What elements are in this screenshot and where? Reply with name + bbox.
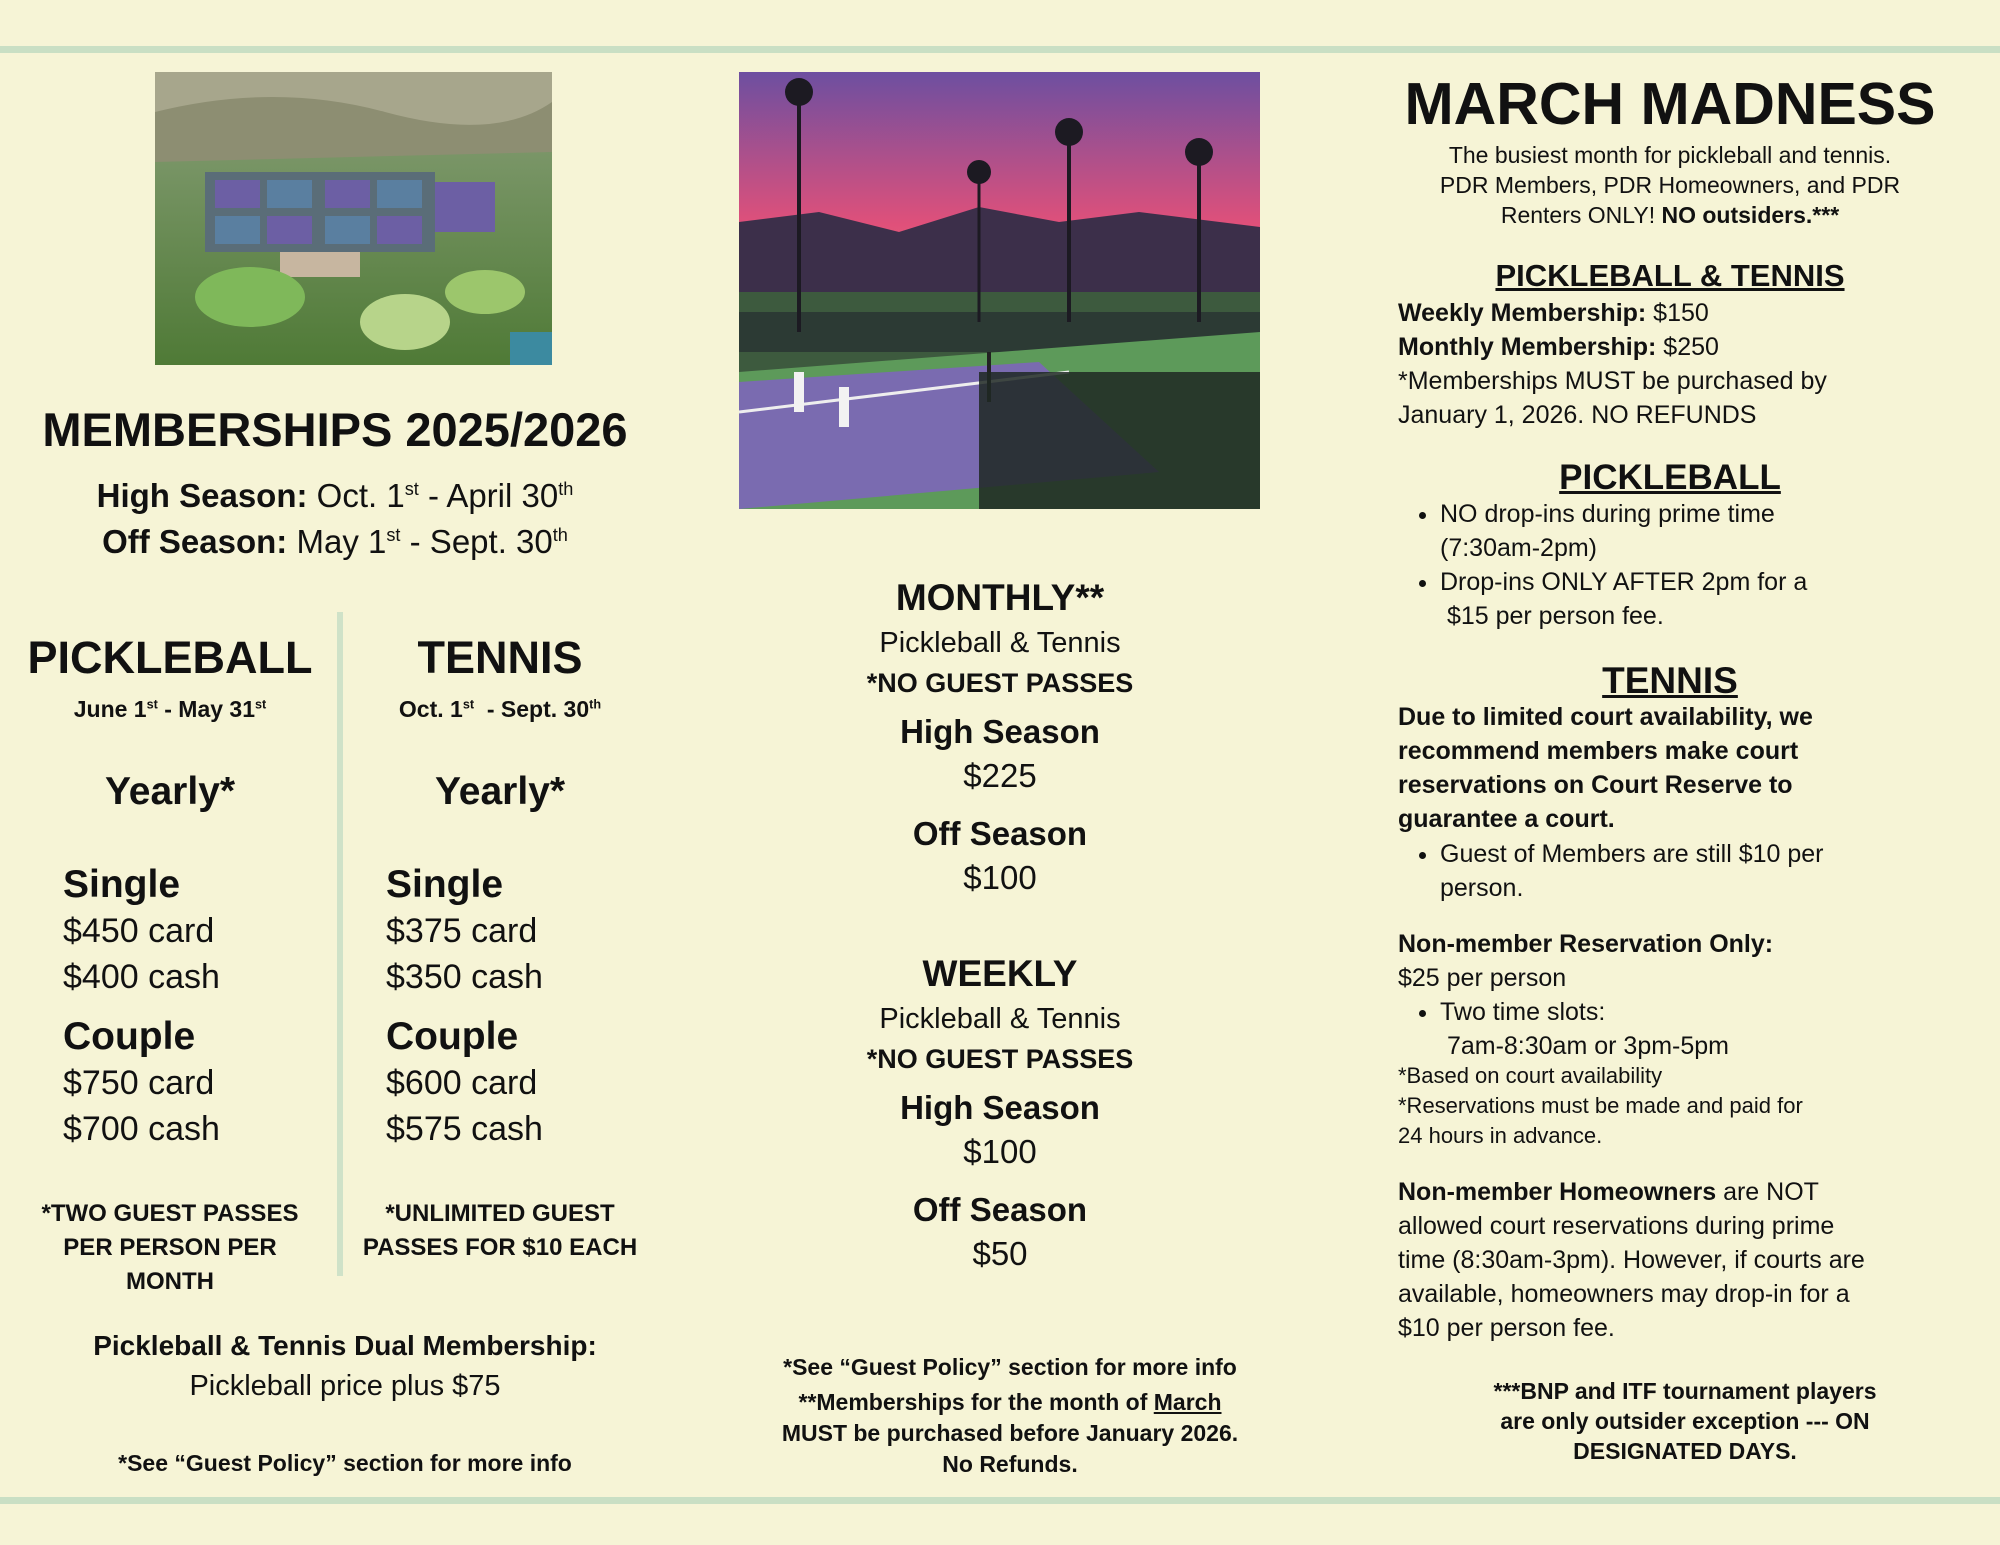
nonmember-homeowners bbox=[1398, 1175, 1865, 1345]
high-season-end: - April 30 bbox=[418, 477, 559, 514]
march-madness-title: MARCH MADNESS bbox=[1404, 71, 1936, 137]
off-season-line bbox=[20, 523, 650, 561]
based-on-note: *Based on court availability bbox=[1398, 1063, 1663, 1088]
pt-note-2: January 1, 2026. NO REFUNDS bbox=[1398, 401, 1757, 429]
weekly-no-guest: *NO GUEST PASSES bbox=[866, 1044, 1134, 1074]
monthly-membership-label: Monthly Membership: bbox=[1398, 333, 1657, 361]
pickleball-guest-note-3: MONTH bbox=[126, 1268, 214, 1295]
homeowners-text-1: are NOT bbox=[1716, 1178, 1819, 1206]
pickleball-single-cash: $400 cash bbox=[63, 958, 220, 996]
pickleball-couple-card: $750 card bbox=[63, 1064, 215, 1102]
left-guest-policy-note: *See “Guest Policy” section for more info bbox=[118, 1450, 572, 1476]
aerial-club-photo bbox=[155, 72, 552, 365]
pickleball-dates bbox=[10, 696, 330, 723]
reservations-note-1: *Reservations must be made and paid for bbox=[1398, 1093, 1803, 1118]
time-slots-label: Two time slots: bbox=[1440, 998, 1606, 1026]
tennis-column bbox=[345, 632, 655, 723]
pickleball-dates-end-sup: st bbox=[255, 697, 267, 712]
tennis-guest-note-1: *UNLIMITED GUEST bbox=[385, 1200, 615, 1227]
monthly-block bbox=[770, 577, 1230, 897]
monthly-membership-price: $250 bbox=[1656, 333, 1719, 361]
pickleball-heading: PICKLEBALL bbox=[27, 632, 313, 683]
pickleball-guest-note-2: PER PERSON PER bbox=[63, 1234, 277, 1261]
middle-footnote-2 bbox=[740, 1387, 1280, 1418]
pickleball-rule-2b: $15 per person fee. bbox=[1440, 602, 1664, 630]
pickleball-guest-note-1: *TWO GUEST PASSES bbox=[41, 1200, 299, 1227]
homeowners-label: Non-member Homeowners bbox=[1398, 1178, 1717, 1206]
middle-footnote-1: *See “Guest Policy” section for more info bbox=[783, 1354, 1237, 1380]
weekly-membership-line bbox=[1398, 296, 1827, 330]
weekly-block bbox=[770, 953, 1230, 1273]
weekly-high-label: High Season bbox=[900, 1089, 1100, 1126]
right-tennis-heading: TENNIS bbox=[1602, 660, 1738, 701]
pickleball-dates-end: - May 31 bbox=[157, 696, 256, 722]
tennis-single-label: Single bbox=[386, 863, 504, 906]
tennis-couple-cash: $575 cash bbox=[386, 1110, 543, 1148]
weekly-membership-price: $150 bbox=[1646, 299, 1709, 327]
nonmember-price: $25 per person bbox=[1398, 964, 1567, 992]
pickleball-prices bbox=[63, 862, 220, 1152]
off-season-end: - Sept. 30 bbox=[400, 523, 553, 560]
tennis-dates-end-sup: th bbox=[589, 697, 602, 712]
homeowners-line-1 bbox=[1398, 1175, 1865, 1209]
bnp-line-1: ***BNP and ITF tournament players bbox=[1493, 1378, 1877, 1404]
tennis-court-availability bbox=[1398, 700, 1813, 836]
time-slots-bullet bbox=[1440, 995, 1773, 1063]
high-season-end-sup: th bbox=[558, 479, 574, 499]
pickleball-rules bbox=[1398, 497, 1807, 633]
tennis-dates-start-sup: st bbox=[462, 697, 475, 712]
tennis-couple-label: Couple bbox=[386, 1015, 519, 1058]
tennis-guest-bullet bbox=[1440, 837, 1824, 905]
monthly-high-label: High Season bbox=[900, 713, 1100, 750]
homeowners-text-4: available, homeowners may drop-in for a bbox=[1398, 1280, 1850, 1308]
monthly-off-label: Off Season bbox=[912, 815, 1088, 852]
pickleball-guest-note bbox=[10, 1197, 330, 1299]
tennis-single-cash: $350 cash bbox=[386, 958, 543, 996]
tennis-yearly: Yearly* bbox=[434, 770, 566, 813]
nonmember-label: Non-member Reservation Only: bbox=[1398, 930, 1774, 958]
reservations-note-2: 24 hours in advance. bbox=[1398, 1123, 1603, 1148]
tennis-prices bbox=[386, 862, 543, 1152]
pickleball-rule-2a: Drop-ins ONLY AFTER 2pm for a bbox=[1440, 568, 1808, 596]
weekly-heading: WEEKLY bbox=[922, 953, 1078, 994]
pt-note-1: *Memberships MUST be purchased by bbox=[1398, 367, 1827, 395]
off-season-end-sup: th bbox=[552, 525, 568, 545]
dual-membership-label: Pickleball & Tennis Dual Membership: bbox=[93, 1330, 597, 1361]
bnp-line-2: are only outsider exception --- ON bbox=[1500, 1408, 1870, 1434]
nonmember-reservation bbox=[1398, 927, 1773, 1063]
pickleball-rule-2 bbox=[1440, 565, 1807, 633]
pickleball-rule-1 bbox=[1440, 497, 1807, 565]
tennis-dates-start: Oct. 1 bbox=[398, 696, 463, 722]
tennis-single-card: $375 card bbox=[386, 912, 538, 950]
intro-line-1: The busiest month for pickleball and tennis. bbox=[1448, 142, 1892, 168]
pickleball-column bbox=[10, 632, 330, 723]
right-pickleball-heading: PICKLEBALL bbox=[1559, 458, 1781, 497]
tennis-heading: TENNIS bbox=[417, 632, 583, 683]
tennis-guest-note bbox=[345, 1197, 655, 1265]
pickleball-dates-start-sup: st bbox=[146, 697, 158, 712]
high-season-start-sup: st bbox=[404, 479, 419, 499]
intro-line-3 bbox=[1360, 200, 1980, 230]
tennis-court-sunset-photo bbox=[739, 72, 1260, 509]
homeowners-text-3: time (8:30am-3pm). However, if courts are bbox=[1398, 1246, 1865, 1274]
homeowners-text-5: $10 per person fee. bbox=[1398, 1314, 1615, 1342]
monthly-high-price: $225 bbox=[963, 757, 1037, 794]
monthly-no-guest: *NO GUEST PASSES bbox=[866, 668, 1134, 698]
middle-footnote-3: MUST be purchased before January 2026. bbox=[781, 1420, 1239, 1446]
weekly-sub: Pickleball & Tennis bbox=[879, 1003, 1121, 1035]
middle-footnote-2b: March bbox=[1153, 1389, 1222, 1415]
tennis-bold-2: recommend members make court bbox=[1398, 737, 1799, 765]
tennis-couple-card: $600 card bbox=[386, 1064, 538, 1102]
pickleball-yearly: Yearly* bbox=[104, 770, 236, 813]
intro-line-3a: Renters ONLY! bbox=[1500, 202, 1662, 228]
off-season-label: Off Season: bbox=[102, 523, 288, 560]
tennis-guest-rule bbox=[1398, 837, 1824, 905]
monthly-sub: Pickleball & Tennis bbox=[879, 627, 1121, 659]
intro-line-2: PDR Members, PDR Homeowners, and PDR bbox=[1439, 172, 1901, 198]
tennis-dates-end: - Sept. 30 bbox=[474, 696, 590, 722]
pickleball-rule-1a: NO drop-ins during prime time bbox=[1440, 500, 1775, 528]
middle-footnote-2a: **Memberships for the month of bbox=[798, 1389, 1154, 1415]
tennis-dates bbox=[345, 696, 655, 723]
pickleball-rule-1b: (7:30am-2pm) bbox=[1440, 534, 1597, 562]
bnp-itf-note bbox=[1380, 1376, 1990, 1466]
weekly-high-price: $100 bbox=[963, 1133, 1037, 1170]
dual-membership-price: Pickleball price plus $75 bbox=[189, 1370, 501, 1402]
march-madness-intro bbox=[1360, 140, 1980, 230]
high-season-line bbox=[20, 477, 650, 515]
pickleball-dates-start: June 1 bbox=[73, 696, 147, 722]
reservation-notes bbox=[1398, 1061, 1803, 1151]
bottom-rule bbox=[0, 1497, 2000, 1504]
middle-footnote-4: No Refunds. bbox=[942, 1451, 1078, 1477]
memberships-title: MEMBERSHIPS 2025/2026 bbox=[42, 403, 628, 456]
monthly-membership-line bbox=[1398, 330, 1827, 364]
weekly-membership-label: Weekly Membership: bbox=[1398, 299, 1647, 327]
monthly-heading: MONTHLY** bbox=[895, 577, 1105, 618]
tennis-bold-4: guarantee a court. bbox=[1398, 805, 1615, 833]
pickleball-single-card: $450 card bbox=[63, 912, 215, 950]
high-season-label: High Season: bbox=[96, 477, 308, 514]
column-divider bbox=[337, 612, 343, 1276]
weekly-off-price: $50 bbox=[972, 1235, 1028, 1272]
pickleball-tennis-details bbox=[1398, 296, 1827, 432]
time-slots-value: 7am-8:30am or 3pm-5pm bbox=[1440, 1032, 1730, 1060]
tennis-bold-3: reservations on Court Reserve to bbox=[1398, 771, 1793, 799]
top-rule bbox=[0, 46, 2000, 53]
tennis-guest-note-2: PASSES FOR $10 EACH bbox=[362, 1234, 638, 1261]
tennis-bold-1: Due to limited court availability, we bbox=[1398, 703, 1813, 731]
intro-line-3b: NO outsiders.*** bbox=[1661, 202, 1840, 228]
bnp-line-3: DESIGNATED DAYS. bbox=[1573, 1438, 1797, 1464]
pickleball-tennis-heading: PICKLEBALL & TENNIS bbox=[1495, 258, 1845, 293]
tennis-guest-bullet-a: Guest of Members are still $10 per bbox=[1440, 840, 1824, 868]
off-season-start-sup: st bbox=[386, 525, 401, 545]
middle-footnotes bbox=[740, 1352, 1280, 1480]
pickleball-couple-label: Couple bbox=[63, 1015, 196, 1058]
weekly-off-label: Off Season bbox=[912, 1191, 1088, 1228]
monthly-off-price: $100 bbox=[963, 859, 1037, 896]
off-season-start: May 1 bbox=[296, 523, 387, 560]
pickleball-single-label: Single bbox=[63, 863, 181, 906]
high-season-start: Oct. 1 bbox=[316, 477, 405, 514]
homeowners-text-2: allowed court reservations during prime bbox=[1398, 1212, 1835, 1240]
pickleball-couple-cash: $700 cash bbox=[63, 1110, 220, 1148]
tennis-guest-bullet-b: person. bbox=[1440, 874, 1524, 902]
